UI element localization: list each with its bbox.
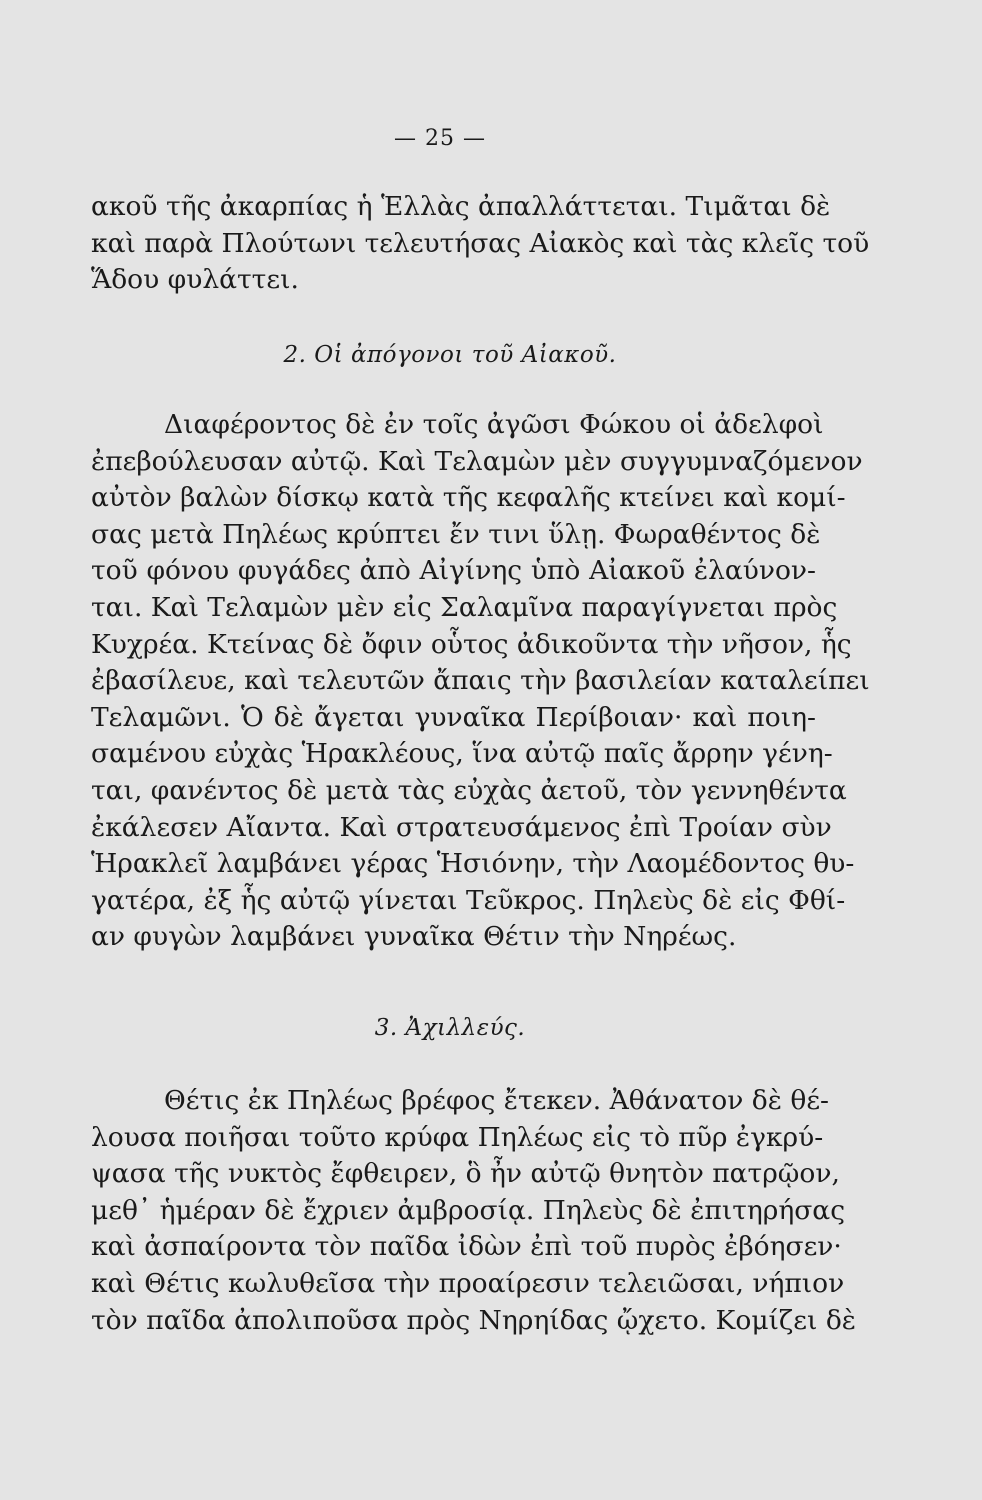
text-line: καὶ ἀσπαίροντα τὸν παῖδα ἰδὼν ἐπὶ τοῦ πυρὸς ἐβόησεν· [91,1231,842,1263]
section-heading: 3. Ἀχιλλεύς. [374,1015,526,1041]
text-line: ται. Καὶ Τελαμὼν μὲν εἰς Σαλαμῖνα παραγίγνεται πρὸς [91,591,838,623]
text-line: μεθ᾽ ἡμέραν δὲ ἔχριεν ἀμβροσίᾳ. Πηλεὺς δὲ ἐπιτηρήσας [91,1194,846,1226]
text-line: Τελαμῶνι. Ὁ δὲ ἄγεται γυναῖκα Περίβοιαν· καὶ ποιη- [91,701,816,733]
text-line: καὶ παρὰ Πλούτωνι τελευτήσας Αἰακὸς καὶ τὰς κλεῖς τοῦ [91,227,870,259]
text-line: αν φυγὼν λαμβάνει γυναῖκα Θέτιν τὴν Νηρέως. [91,921,737,953]
page-number: — 25 — [394,126,486,151]
continuation-paragraph [91,189,870,299]
text-line: ται, φανέντος δὲ μετὰ τὰς εὐχὰς ἀετοῦ, τὸν γεννηθέντα [91,774,847,806]
text-line: Κυχρέα. Κτείνας δὲ ὄφιν οὗτος ἀδικοῦντα τὴν νῆσον, ἧς [91,628,852,660]
text-line: Ἅδου φυλάττει. [91,264,299,296]
section-heading: 2. Οἱ ἀπόγονοι τοῦ Αἰακοῦ. [283,342,617,368]
section-paragraph [91,1083,857,1339]
section-paragraph [91,407,870,956]
text-line: λουσα ποιῆσαι τοῦτο κρύφα Πηλέως εἰς τὸ πῦρ ἐγκρύ- [91,1121,824,1153]
text-line: γατέρα, ἐξ ἧς αὐτῷ γίνεται Τεῦκρος. Πηλεὺς δὲ εἰς Φθί- [91,884,846,916]
text-line: ψασα τῆς νυκτὸς ἔφθειρεν, ὃ ἦν αὐτῷ θνητὸν πατρῷον, [91,1158,840,1190]
text-line: σας μετὰ Πηλέως κρύπτει ἔν τινι ὕλῃ. Φωραθέντος δὲ [91,518,821,550]
text-line: καὶ Θέτις κωλυθεῖσα τὴν προαίρεσιν τελειῶσαι, νήπιον [91,1267,845,1299]
text-line: τὸν παῖδα ἀπολιποῦσα πρὸς Νηρηίδας ᾤχετο. Κομίζει δὲ [91,1304,857,1336]
text-line: Θέτις ἐκ Πηλέως βρέφος ἔτεκεν. Ἀθάνατον δὲ θέ- [164,1085,829,1116]
text-line: Διαφέροντος δὲ ἐν τοῖς ἀγῶσι Φώκου οἱ ἀδελφοὶ [164,409,824,440]
text-line: σαμένου εὐχὰς Ἡρακλέους, ἵνα αὐτῷ παῖς ἄρρην γένη- [91,738,833,770]
text-line: αὐτὸν βαλὼν δίσκῳ κατὰ τῆς κεφαλῆς κτείνει καὶ κομί- [91,482,846,514]
text-line: ἐπεβούλευσαν αὐτῷ. Καὶ Τελαμὼν μὲν συγγυμναζόμενον [91,445,863,477]
text-line: Ἡρακλεῖ λαμβάνει γέρας Ἡσιόνην, τὴν Λαομέδοντος θυ- [91,848,855,880]
text-line: ακοῦ τῆς ἀκαρπίας ἡ Ἑλλὰς ἀπαλλάττεται. Τιμᾶται δὲ [91,191,831,222]
text-line: ἐβασίλευε, καὶ τελευτῶν ἄπαις τὴν βασιλείαν καταλείπει [91,665,870,697]
text-line: ἐκάλεσεν Αἴαντα. Καὶ στρατευσάμενος ἐπὶ Τροίαν σὺν [91,811,832,843]
text-line: τοῦ φόνου φυγάδες ἀπὸ Αἰγίνης ὑπὸ Αἰακοῦ ἐλαύνον- [91,555,816,587]
